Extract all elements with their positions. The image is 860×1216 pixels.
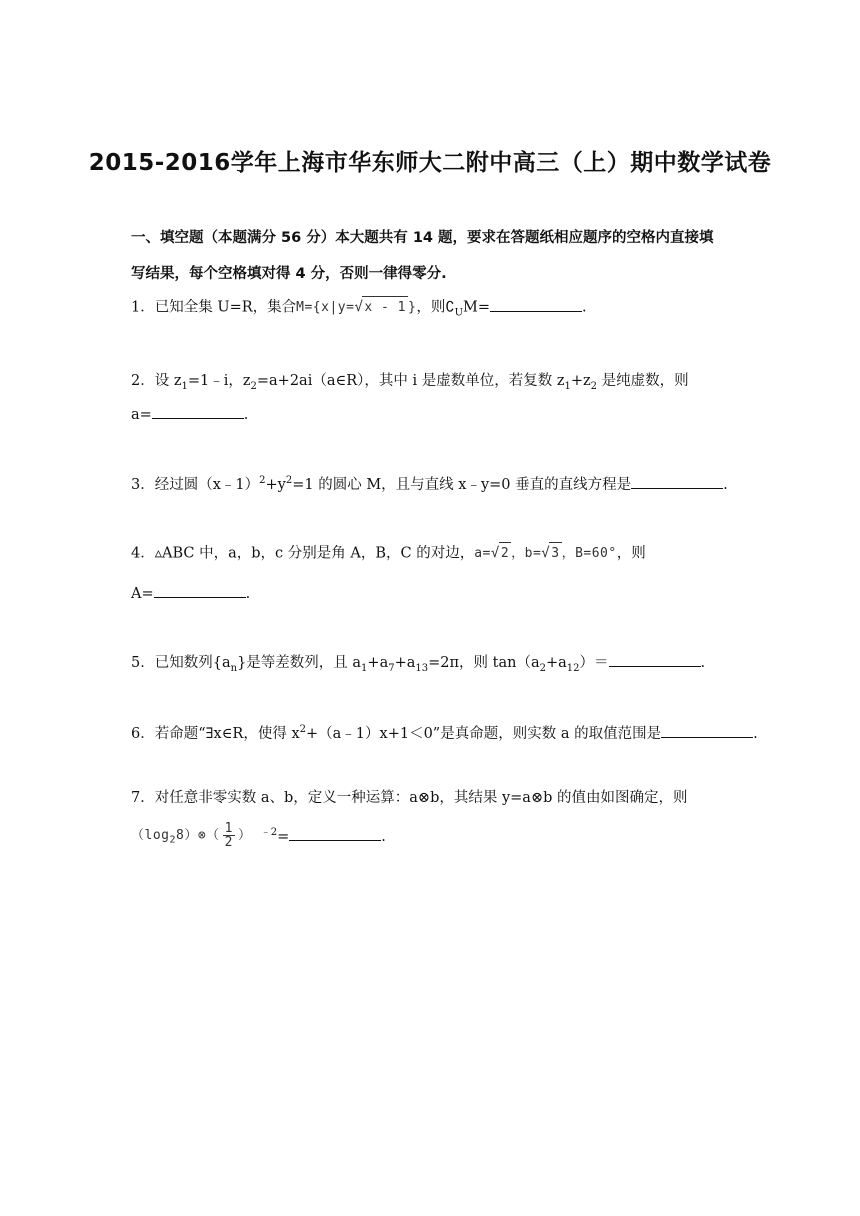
section-heading: [131, 220, 731, 292]
section-heading-line1: 一、填空题（本题满分 56 分）本大题共有 14 题，要求在答题纸相应题序的空格内直接填: [131, 230, 714, 246]
question-number: 3．: [131, 476, 155, 493]
page-title: 2015-2016学年上海市华东师大二附中高三（上）期中数学试卷: [88, 150, 772, 176]
question-7-line2: $(\log_28)\otimes$（ $\frac{1}{2}$ ） $^{﹣2}$= .: [131, 821, 386, 851]
answer-blank[interactable]: [609, 652, 701, 667]
question-4-line2: A= .: [131, 583, 250, 605]
math-image-set-m: M={x|y=√x - 1 }: [296, 296, 416, 319]
question-4: 4．▵ABC 中，a，b，c 分别是角 A，B，C 的对边，a=√2 ，b=√3 ，B=60°，则: [131, 542, 646, 565]
section-heading-line2: 写结果，每个空格填对得 4 分，否则一律得零分.: [131, 266, 447, 282]
question-5: 5．已知数列$\{a_n\}$是等差数列，且 $a_1+a_7+a_{13}=2\pi$，则 $\tan(a_2+a_{12})=$ .: [131, 652, 705, 680]
question-2: 2．设 $z_1=1﹣i$，$z_2=a+2ai(a\in R)$，其中 i 是虚数单位，若复数 $z_1+z_2$ 是纯虚数，则: [131, 373, 689, 392]
answer-blank[interactable]: [154, 583, 246, 598]
question-6: 6．若命题“∃x∈R，使得 $x^2+(a﹣1)x+1<0$”是真命题，则实数 a 的取值范围是 .: [131, 724, 758, 742]
answer-blank[interactable]: [631, 474, 723, 489]
math-image-expression: $(\log_28)\otimes$（ $\frac{1}{2}$ ）: [131, 821, 252, 851]
math-image-triangle-values: a=√2 ，b=√3 ，B=60°: [474, 542, 616, 565]
question-2-line2: a= .: [131, 404, 248, 426]
question-1: 1．已知全集 U=R，集合M={x|y=√x - 1 }，则$∁_UM=$ .: [131, 296, 587, 324]
question-number: 1．: [131, 299, 155, 316]
question-number: 2．: [131, 373, 155, 389]
answer-blank[interactable]: [152, 404, 244, 419]
question-text: 已知全集 U=R，集合: [154, 299, 297, 316]
question-number: 6．: [131, 725, 155, 742]
question-3: 3．经过圆$(x﹣1)^2+y^2=1$ 的圆心 M，且与直线 x﹣y=0 垂直的直线方程是 .: [131, 475, 728, 493]
question-7: 7．对任意非零实数 a、b，定义一种运算：a⊗b，其结果 y=a⊗b 的值由如图确定，则: [131, 790, 688, 806]
answer-blank[interactable]: [490, 297, 582, 312]
question-number: 5．: [131, 655, 155, 671]
question-number: 4．: [131, 545, 155, 562]
question-number: 7．: [131, 790, 155, 806]
answer-blank[interactable]: [661, 723, 753, 738]
answer-blank[interactable]: [289, 826, 381, 841]
